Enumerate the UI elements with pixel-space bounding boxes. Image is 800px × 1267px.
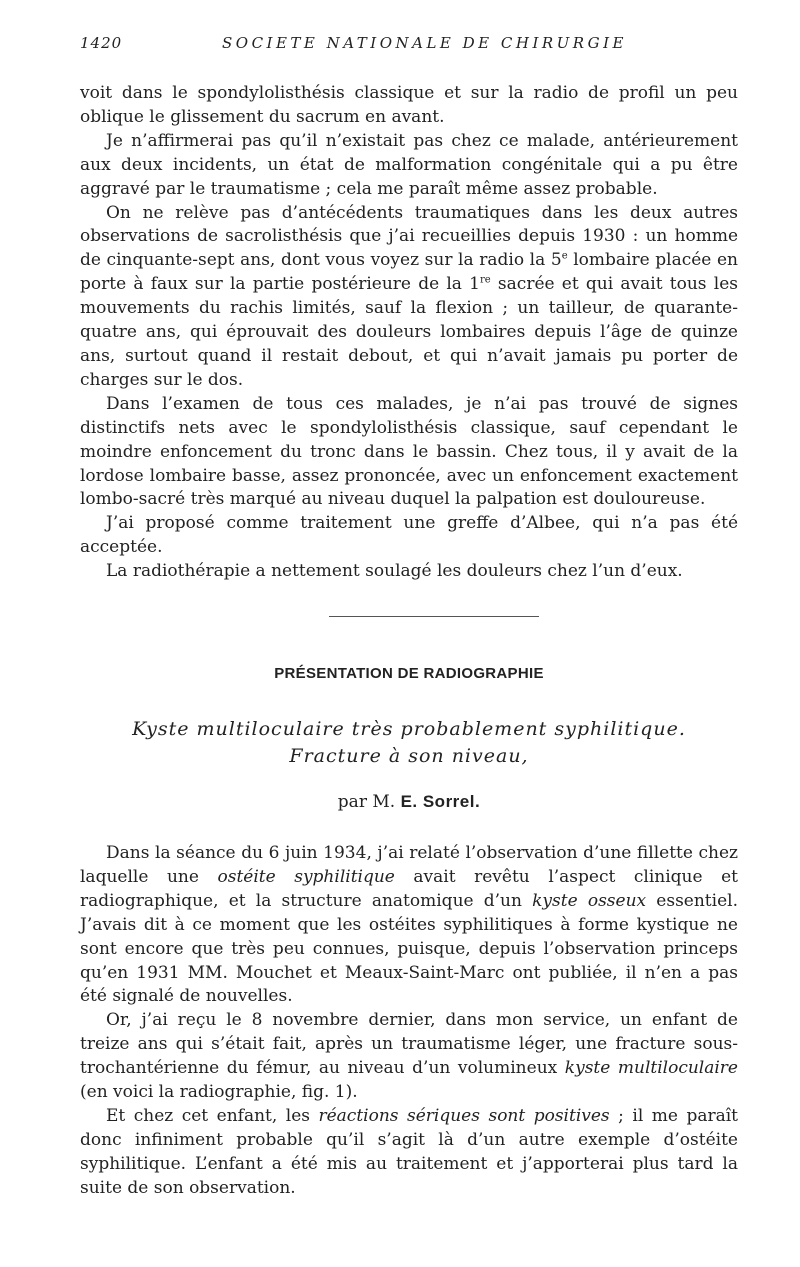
- journal-title: SOCIETE NATIONALE DE CHIRURGIE: [222, 34, 627, 52]
- paragraph: Dans la séance du 6 juin 1934, j’ai relaté l’observation d’une fillette chez laquelle une ostéite syphilitique avait revêtu l’aspect clinique et radiographique, et la structure anatomique d’un kyste osseux essentiel. J’avais dit à ce moment que les ostéites syphilitiques à forme kystique ne sont encore que très peu connues, puisque, depuis l’observation princeps qu’en 1931 MM. Mouchet et Meaux-Saint-Marc ont publiée, il n’en a pas été signalé de nouvelles.: [80, 843, 738, 1007]
- section-heading: PRÉSENTATION DE RADIOGRAPHIE: [274, 665, 544, 683]
- article-title-line: Fracture à son niveau,: [289, 745, 529, 768]
- article-title-line: Kyste multiloculaire très probablement syphilitique.: [132, 718, 686, 741]
- paragraph: On ne relève pas d’antécédents traumatiques dans les deux autres observations de sacrolisthésis que j’ai recueillies depuis 1930 : un homme de cinquante-sept ans, dont vous voyez sur la radio la 5e lombaire placée en porte à faux sur la partie postérieure de la 1re sacrée et qui avait tous les mouvements du rachis limités, sauf la flexion ; un tailleur, de quarante-quatre ans, qui éprouvait des douleurs lombaires depuis l’âge de quinze ans, surtout quand il restait debout, et qui n’avait jamais pu porter de charges sur le dos.: [80, 202, 738, 390]
- page-number: 1420: [80, 34, 123, 52]
- paragraph: Or, j’ai reçu le 8 novembre dernier, dans mon service, un enfant de treize ans qui s’était fait, après un traumatisme léger, une fracture sous-trochantérienne du fémur, au niveau d’un volumineux kyste multiloculaire (en voici la radiographie, fig. 1).: [80, 1010, 738, 1103]
- byline: [80, 792, 738, 812]
- paragraph: voit dans le spondylolisthésis classique et sur la radio de profil un peu oblique le glissement du sacrum en avant.: [80, 83, 738, 127]
- author-name: E. Sorrel.: [400, 792, 481, 812]
- paragraph: J’ai proposé comme traitement une greffe d’Albee, qui n’a pas été acceptée.: [80, 513, 738, 558]
- running-header: [80, 34, 738, 60]
- paragraph: Je n’affirmerai pas qu’il n’existait pas chez ce malade, antérieurement aux deux incidents, un état de malformation congénitale qui a pu être aggravé par le traumatisme ; cela me paraît même assez probable.: [80, 130, 738, 199]
- section-divider: [329, 616, 539, 617]
- paragraph: Et chez cet enfant, les réactions sériques sont positives ; il me paraît donc infiniment probable qu’il s’agit là d’un autre exemple d’ostéite syphilitique. L’enfant a été mis au traitement et j’apporterai plus tard la suite de son observation.: [80, 1106, 738, 1198]
- page: [80, 34, 738, 1201]
- paragraph: Dans l’examen de tous ces malades, je n’ai pas trouvé de signes distinctifs nets avec le spondylolisthésis classique, sauf cependant le moindre enfoncement du tronc dans le bassin. Chez tous, il y avait de la lordose lombaire basse, assez prononcée, avec un enfoncement exactement lombo-sacré très marqué au niveau duquel la palpation est douloureuse.: [80, 393, 738, 510]
- paragraph: La radiothérapie a nettement soulagé les douleurs chez l’un d’eux.: [106, 561, 683, 582]
- byline-prefix: par M.: [337, 792, 396, 813]
- article-title: [80, 716, 738, 770]
